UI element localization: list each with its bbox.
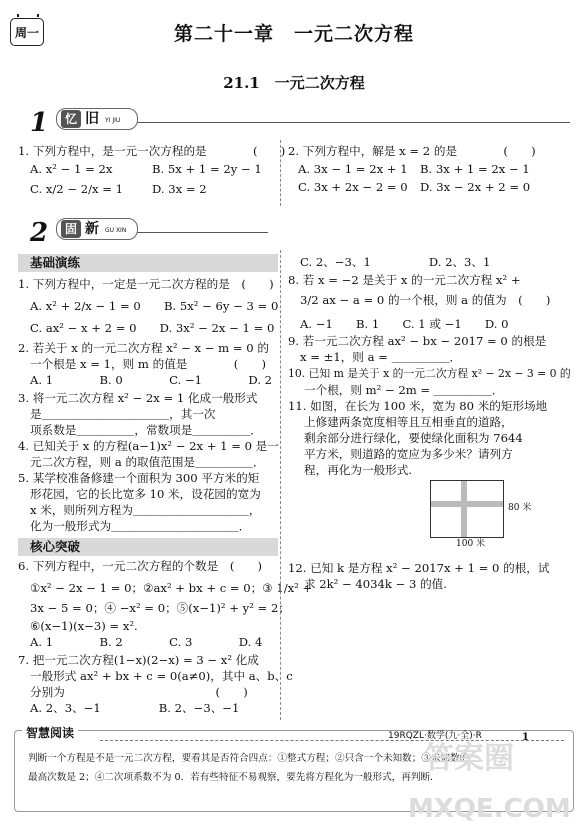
page-number: 1 bbox=[522, 732, 529, 743]
review-q1-b: B. 5x + 1 = 2y − 1 bbox=[152, 162, 262, 176]
tip-text-1: 判断一个方程是不是一元二次方程，要看其是否符合四点：①整式方程；②只含一个未知数；③未知数的 bbox=[28, 753, 470, 764]
band-pill bbox=[56, 108, 138, 130]
left2-line-7: 一般形式 ax² + bx + c = 0(a≠0)，其中 a、b、c bbox=[30, 669, 293, 683]
section-title: 21.1 一元二次方程 bbox=[223, 74, 365, 92]
tip-text-2: 最高次数是 2；④二次项系数不为 0．若有些特征不易观察，要先将方程化为一般形式，再判断． bbox=[28, 772, 440, 783]
left-line-15: 化为一般形式为＿＿＿＿＿＿＿＿＿＿＿． bbox=[30, 519, 251, 533]
left-line-8: 是＿＿＿＿＿＿＿＿＿＿＿，其一次 bbox=[30, 407, 216, 421]
review-q1-a: A. x² − 1 = 2x bbox=[30, 162, 113, 176]
core-breakthrough-header: 核心突破 bbox=[18, 538, 278, 556]
right-line-1: C. 2、−3、1 D. 2、3、1 bbox=[300, 255, 491, 269]
right-line-13: 程，再化为一般形式. bbox=[304, 463, 413, 477]
left-line-5: 一个根是 x = 1，则 m 的值是 ( ) bbox=[30, 357, 267, 371]
practice-band bbox=[28, 218, 588, 248]
column-divider bbox=[280, 140, 281, 206]
left2-line-1: 6. 下列方程中，一元二次方程的个数是 ( ) bbox=[18, 559, 263, 573]
vertical-road bbox=[461, 481, 467, 537]
left-line-1: 1. 下列方程中，一定是一元二次方程的是 ( ) bbox=[18, 277, 274, 291]
watermark-top: 答案圈 bbox=[424, 741, 514, 776]
left-line-14: x 米，则所列方程为＿＿＿＿＿＿＿＿＿＿， bbox=[30, 503, 261, 517]
band-pinyin: YI JIU bbox=[105, 117, 121, 124]
left-line-4: 2. 若关于 x 的一元二次方程 x² − x − m = 0 的 bbox=[18, 341, 269, 355]
review-band bbox=[28, 108, 588, 138]
left2-line-2: ①x² − 2x − 1 = 0；②ax² + bx + c = 0；③ 1/x² + bbox=[30, 581, 313, 595]
basic-practice-header: 基础演练 bbox=[18, 254, 278, 272]
review-q2-b: B. 3x + 1 = 2x − 1 bbox=[420, 162, 530, 176]
left2-line-3: 3x − 5 = 0；④ −x² = 0；⑤(x−1)² + y² = 2； bbox=[30, 601, 290, 615]
right-line-7: 10. 已知 m 是关于 x 的一元二次方程 x² − 2x − 3 = 0 的 bbox=[288, 367, 571, 380]
column-divider bbox=[280, 250, 281, 720]
review-q2-a: A. 3x − 1 = 2x + 1 bbox=[298, 162, 408, 176]
q12-line-1: 12. 已知 k 是方程 x² − 2017x + 1 = 0 的根，试 bbox=[288, 561, 550, 575]
horizontal-road bbox=[431, 501, 503, 507]
left-line-13: 形花园，它的长比宽多 10 米，设花园的宽为 bbox=[30, 487, 261, 501]
band-pill bbox=[56, 218, 138, 240]
chapter-title: 第二十一章 一元二次方程 bbox=[173, 23, 414, 45]
left-line-11: 元二次方程，则 a 的取值范围是＿＿＿＿＿． bbox=[30, 455, 265, 469]
road-diagram bbox=[430, 480, 504, 538]
right-line-9: 11. 如图，在长为 100 米，宽为 80 米的矩形场地 bbox=[288, 399, 548, 413]
review-q2: 2. 下列方程中，解是 x = 2 的是 ( ) bbox=[288, 144, 536, 158]
right-line-11: 剩余部分进行绿化，要使绿化面积为 7644 bbox=[304, 431, 523, 445]
weekday-tag: 周一 bbox=[10, 18, 44, 46]
right-line-12: 平方米，则道路的宽应为多少米？请列方 bbox=[304, 447, 513, 461]
q12-line-2: 求 2k² − 4034k − 3 的值. bbox=[304, 577, 447, 591]
left-line-9: 项系数是＿＿＿＿＿，常数项是＿＿＿＿＿． bbox=[30, 423, 262, 437]
band-number: 2 bbox=[30, 218, 49, 248]
review-q2-c: C. 3x + 2x − 2 = 0 bbox=[298, 180, 408, 194]
fig-label-width: 80 米 bbox=[508, 503, 532, 513]
left2-line-9: A. 2、3、−1 B. 2、−3、−1 bbox=[30, 701, 240, 715]
right-line-5: 9. 若一元二次方程 ax² − bx − 2017 = 0 的根是 bbox=[288, 334, 547, 348]
left-line-12: 5. 某学校准备修建一个面积为 300 平方米的矩 bbox=[18, 471, 260, 485]
left-line-3: C. ax² − x + 2 = 0 D. 3x² − 2x − 1 = 0 bbox=[30, 321, 275, 335]
left-line-6: A. 1 B. 0 C. −1 D. 2 bbox=[30, 373, 273, 387]
left-line-7: 3. 将一元二次方程 x² − 2x = 1 化成一般形式 bbox=[18, 391, 258, 405]
left2-line-8: 分别为 ( ) bbox=[30, 685, 248, 699]
band-number: 1 bbox=[30, 108, 49, 138]
right-line-8: 一个根，则 m² − 2m = ＿＿＿＿＿． bbox=[304, 383, 504, 397]
watermark-bottom: MXQE.COM bbox=[408, 794, 571, 824]
fig-label-length: 100 米 bbox=[456, 539, 486, 549]
band-title: 新 bbox=[85, 221, 99, 237]
right-line-3: 3/2 ax − a = 0 的一个根，则 a 的值为 ( ) bbox=[300, 293, 551, 307]
left2-line-5: A. 1 B. 2 C. 3 D. 4 bbox=[30, 635, 263, 649]
left-line-2: A. x² + 2/x − 1 = 0 B. 5x² − 6y − 3 = 0 bbox=[30, 299, 279, 313]
review-q2-d: D. 3x − 2x + 2 = 0 bbox=[420, 180, 531, 194]
band-key: 忆 bbox=[61, 110, 81, 128]
right-line-10: 上修建两条宽度相等且互相垂直的道路， bbox=[304, 415, 513, 429]
left2-line-6: 7. 把一元二次方程(1−x)(2−x) = 3 − x² 化成 bbox=[18, 653, 259, 667]
review-q1: 1. 下列方程中，是一元一次方程的是 ( ) bbox=[18, 144, 286, 158]
band-title: 旧 bbox=[85, 111, 99, 127]
right-line-4: A. −1 B. 1 C. 1 或 −1 D. 0 bbox=[300, 317, 509, 331]
left-line-10: 4. 已知关于 x 的方程(a−1)x² − 2x + 1 = 0 是一 bbox=[18, 439, 279, 453]
right-line-2: 8. 若 x = −2 是关于 x 的一元二次方程 x² + bbox=[288, 273, 521, 287]
reading-tip-tag: 智慧阅读 bbox=[22, 724, 78, 742]
left2-line-4: ⑥(x−1)(x−3) = x². bbox=[30, 619, 138, 633]
right-line-6: x = ±1，则 a = ＿＿＿＿＿． bbox=[300, 350, 462, 364]
review-q1-d: D. 3x = 2 bbox=[152, 182, 207, 196]
book-code: 19RQZL·数学(九·全)·R bbox=[388, 731, 482, 741]
review-q1-c: C. x/2 − 2/x = 1 bbox=[30, 182, 124, 196]
band-key: 固 bbox=[61, 220, 81, 238]
band-pinyin: GU XIN bbox=[105, 227, 127, 234]
